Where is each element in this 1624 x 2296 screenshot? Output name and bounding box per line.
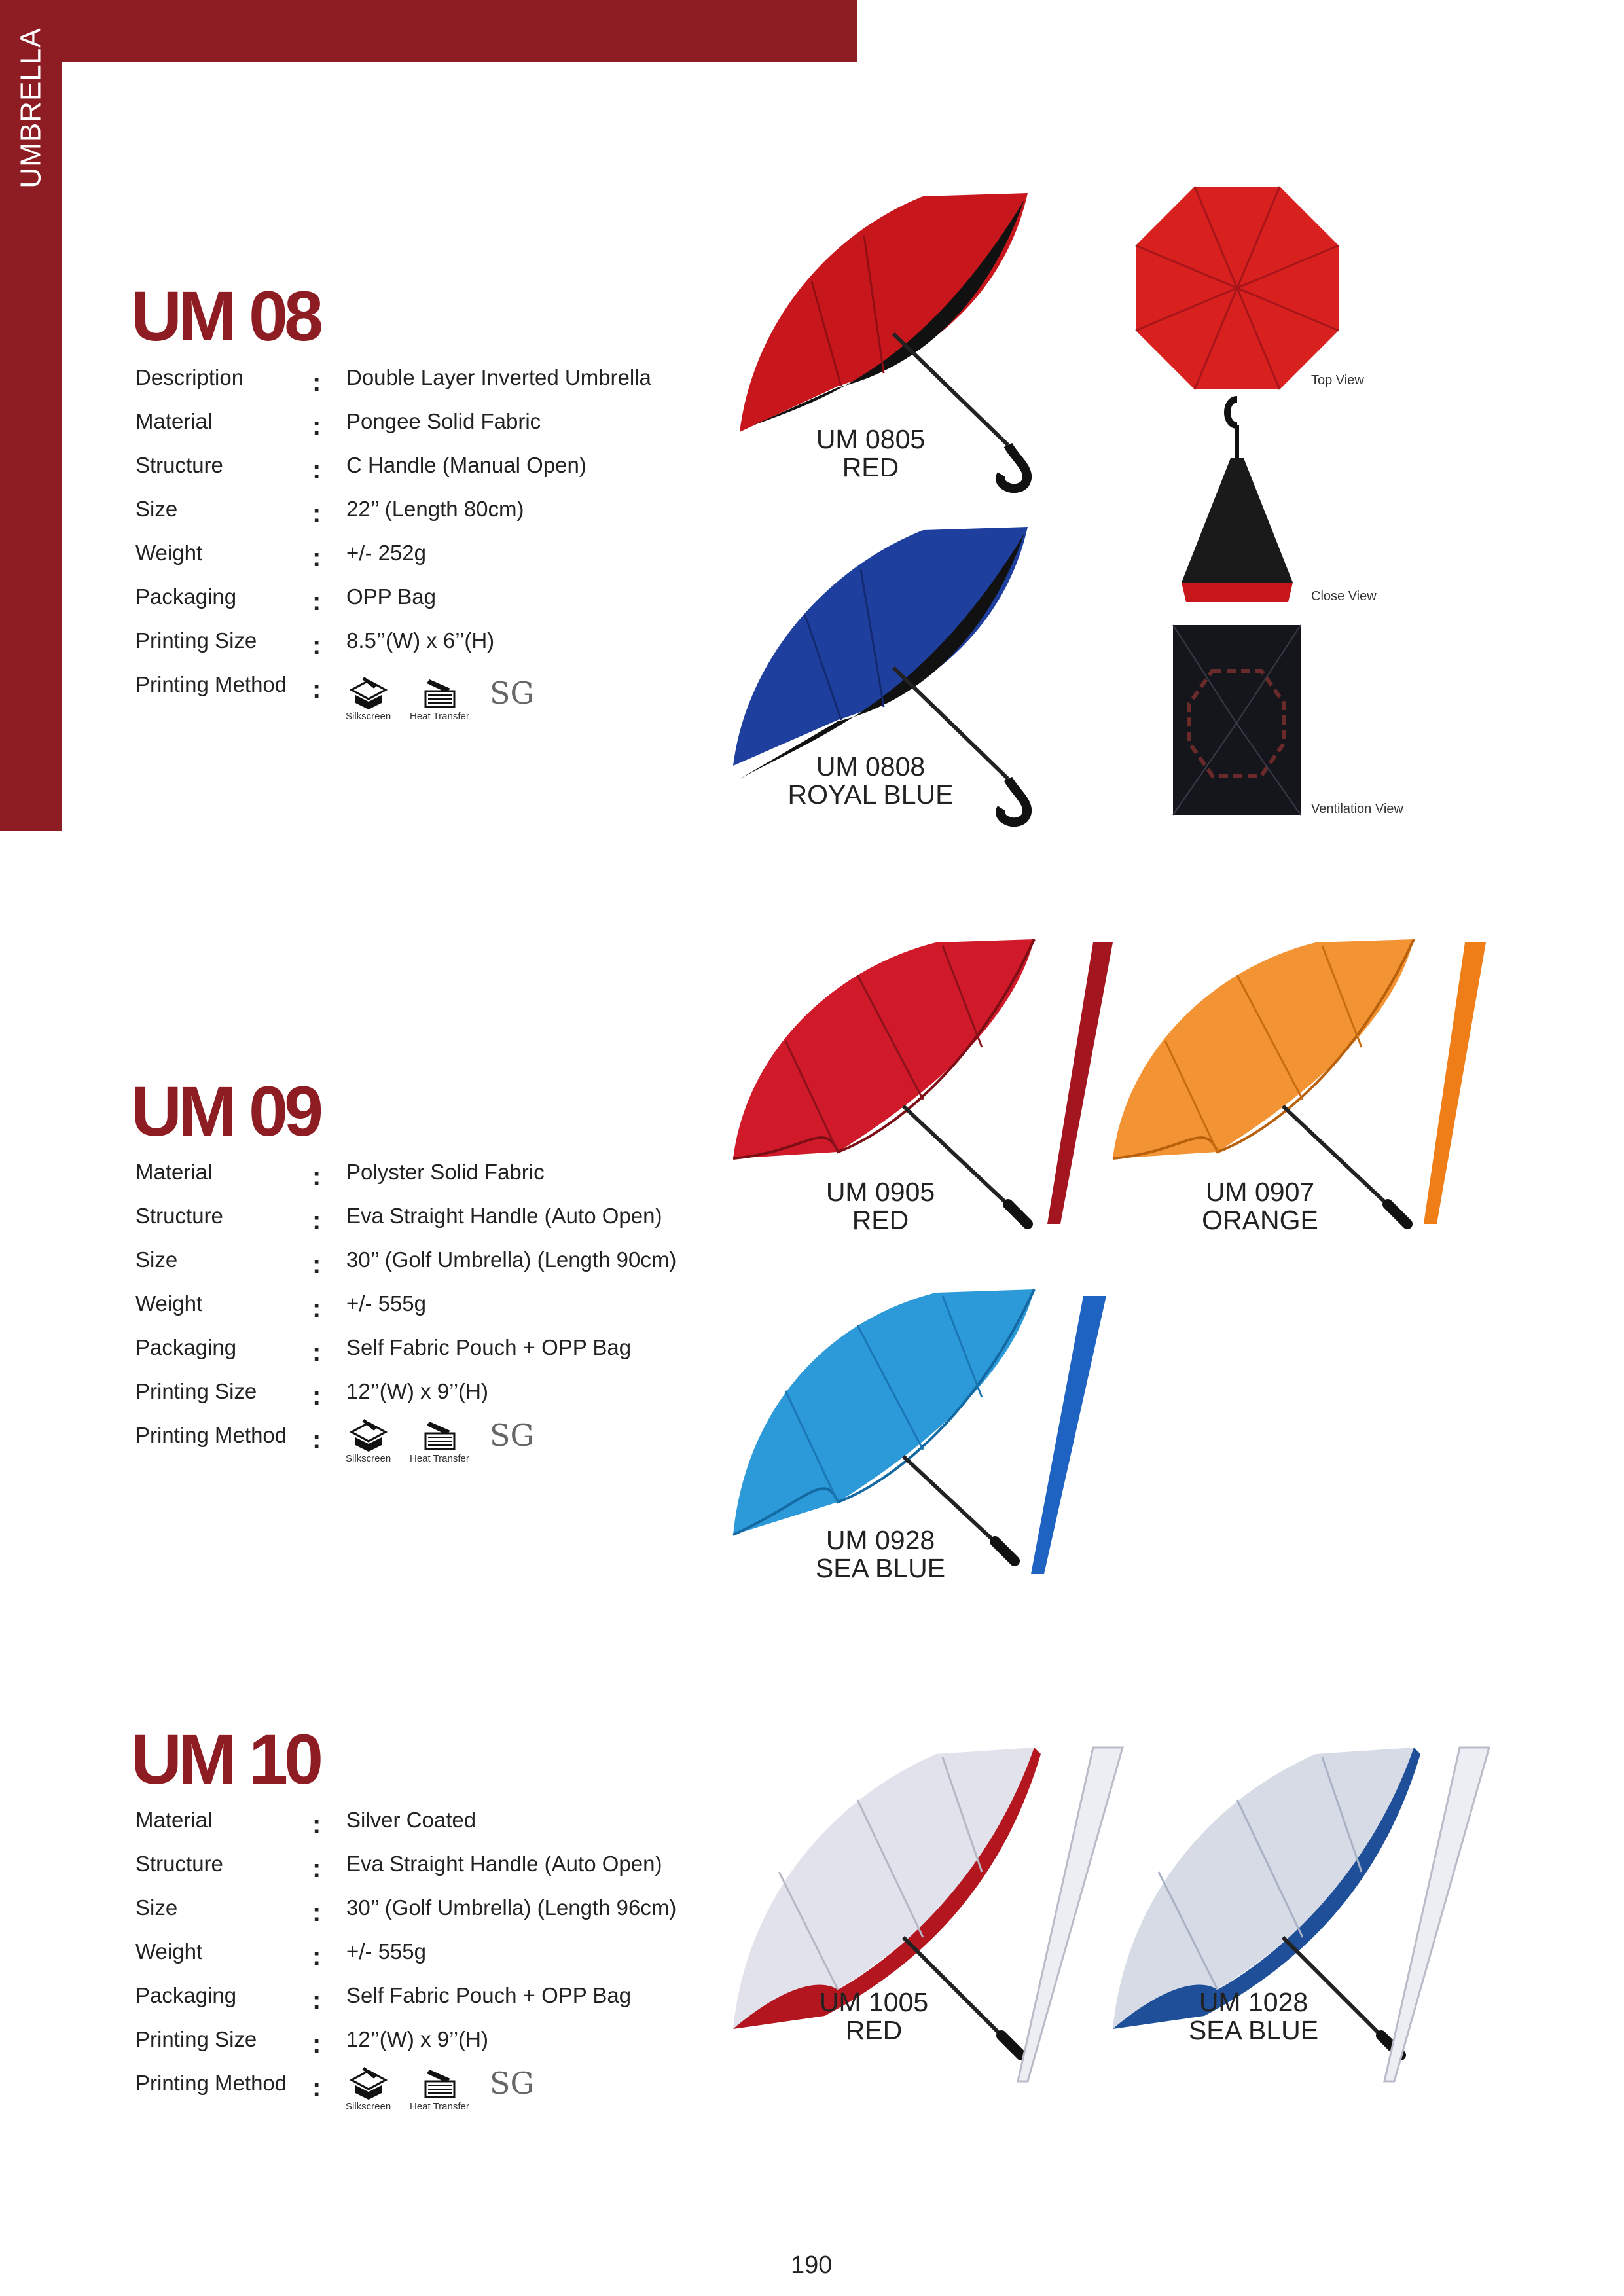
spec-value: 30’’ (Golf Umbrella) (Length 90cm)	[346, 1247, 677, 1272]
spec-value: Double Layer Inverted Umbrella	[346, 365, 651, 389]
spec-row: Structure : Eva Straight Handle (Auto Open)	[135, 1852, 662, 1883]
variant-label: UM 1005 RED	[819, 1987, 929, 2045]
spec-row: Printing Method :	[135, 672, 321, 704]
spec-label: Weight	[135, 1291, 203, 1316]
printing-method-icons	[346, 2066, 555, 2118]
heat-transfer-icon	[420, 675, 460, 711]
spec-value: C Handle (Manual Open)	[346, 453, 586, 477]
spec-value: 8.5’’(W) x 6’’(H)	[346, 628, 495, 653]
spec-value: +/- 555g	[346, 1939, 427, 1964]
spec-label: Packaging	[135, 1335, 237, 1359]
sg-logo: SG	[490, 675, 535, 711]
spec-value: +/- 252g	[346, 541, 427, 565]
spec-label: Material	[135, 1808, 213, 1832]
spec-label: Description	[135, 365, 244, 389]
spec-value: Silver Coated	[346, 1808, 477, 1832]
silkscreen-caption: Silkscreen	[346, 2101, 391, 2112]
spec-row: Material : Polyster Solid Fabric	[135, 1160, 545, 1191]
sg-logo: SG	[490, 1418, 535, 1453]
spec-label: Printing Method	[135, 672, 287, 696]
spec-label: Printing Method	[135, 2071, 287, 2095]
spec-value: Eva Straight Handle (Auto Open)	[346, 1204, 662, 1228]
spec-label: Structure	[135, 453, 223, 477]
variant-label: UM 0928 SEA BLUE	[815, 1525, 946, 1583]
spec-row: Description : Double Layer Inverted Umbrella	[135, 365, 651, 397]
view-label: Top View	[1311, 373, 1364, 387]
silkscreen-icon	[346, 675, 391, 711]
spec-value: 22’’ (Length 80cm)	[346, 497, 524, 521]
spec-row: Size : 30’’ (Golf Umbrella) (Length 90cm)	[135, 1247, 677, 1279]
section-tab	[0, 0, 62, 216]
spec-row: Material : Pongee Solid Fabric	[135, 409, 541, 440]
spec-row: Structure : C Handle (Manual Open)	[135, 453, 586, 484]
spec-row: Packaging : Self Fabric Pouch + OPP Bag	[135, 1335, 632, 1367]
spec-value: OPP Bag	[346, 584, 436, 609]
sg-logo: SG	[490, 2066, 535, 2101]
heat-transfer-caption: Heat Transfer	[410, 2101, 469, 2112]
spec-row: Printing Size : 12’’(W) x 9’’(H)	[135, 2027, 488, 2058]
heat-transfer-caption: Heat Transfer	[410, 711, 469, 722]
variant-label: UM 0905 RED	[825, 1177, 935, 1235]
spec-label: Size	[135, 1895, 178, 1920]
spec-value: Self Fabric Pouch + OPP Bag	[346, 1335, 632, 1359]
silkscreen-icon	[346, 1418, 391, 1453]
spec-label: Material	[135, 409, 213, 433]
spec-label: Material	[135, 1160, 213, 1184]
product-title-um08: UM 08	[131, 276, 320, 355]
spec-value: Pongee Solid Fabric	[346, 409, 541, 433]
variant-label: UM 0805 RED	[816, 424, 926, 482]
silkscreen-icon	[346, 2066, 391, 2101]
spec-row: Packaging : OPP Bag	[135, 584, 436, 616]
variant-label: UM 1028 SEA BLUE	[1188, 1987, 1319, 2045]
view-label: Close View	[1311, 589, 1377, 603]
heat-transfer-caption: Heat Transfer	[410, 1453, 469, 1464]
spec-label: Printing Method	[135, 1423, 287, 1447]
product-title-um10: UM 10	[131, 1719, 320, 1799]
spec-row: Material : Silver Coated	[135, 1808, 477, 1839]
spec-label: Size	[135, 1247, 178, 1272]
spec-row: Printing Method :	[135, 1423, 321, 1454]
printing-method-icons	[346, 1418, 555, 1470]
product-title-um09: UM 09	[131, 1071, 320, 1151]
spec-row: Packaging : Self Fabric Pouch + OPP Bag	[135, 1983, 632, 2015]
spec-row: Weight : +/- 555g	[135, 1939, 427, 1971]
spec-label: Printing Size	[135, 628, 257, 653]
spec-value: 30’’ (Golf Umbrella) (Length 96cm)	[346, 1895, 677, 1920]
spec-value: Eva Straight Handle (Auto Open)	[346, 1852, 662, 1876]
spec-row: Weight : +/- 555g	[135, 1291, 427, 1323]
top-color-bar	[0, 0, 857, 62]
spec-row: Printing Method :	[135, 2071, 321, 2102]
spec-label: Printing Size	[135, 2027, 257, 2051]
spec-row: Size : 30’’ (Golf Umbrella) (Length 96cm)	[135, 1895, 677, 1927]
silkscreen-caption: Silkscreen	[346, 711, 391, 722]
spec-value: Polyster Solid Fabric	[346, 1160, 545, 1184]
spec-label: Structure	[135, 1204, 223, 1228]
spec-label: Weight	[135, 541, 203, 565]
spec-row: Weight : +/- 252g	[135, 541, 427, 572]
spec-value: 12’’(W) x 9’’(H)	[346, 1379, 488, 1403]
printing-method-icons	[346, 675, 555, 728]
spec-label: Weight	[135, 1939, 203, 1964]
variant-label: UM 0808 ROYAL BLUE	[787, 751, 954, 810]
view-label: Ventilation View	[1311, 802, 1403, 816]
spec-label: Printing Size	[135, 1379, 257, 1403]
spec-row: Printing Size : 8.5’’(W) x 6’’(H)	[135, 628, 495, 660]
spec-label: Packaging	[135, 1983, 237, 2007]
spec-value: +/- 555g	[346, 1291, 427, 1316]
silkscreen-caption: Silkscreen	[346, 1453, 391, 1464]
spec-row: Printing Size : 12’’(W) x 9’’(H)	[135, 1379, 488, 1410]
section-label: UMBRELLA	[14, 27, 47, 188]
variant-label: UM 0907 ORANGE	[1202, 1177, 1318, 1235]
spec-value: Self Fabric Pouch + OPP Bag	[346, 1983, 632, 2007]
spec-label: Packaging	[135, 584, 237, 609]
heat-transfer-icon	[420, 1418, 460, 1453]
umbrella-top-view-image	[1136, 187, 1339, 389]
page-number: 190	[791, 2251, 833, 2279]
umbrella-close-view-image	[1178, 399, 1296, 609]
spec-row: Size : 22’’ (Length 80cm)	[135, 497, 524, 528]
spec-label: Structure	[135, 1852, 223, 1876]
heat-transfer-icon	[420, 2066, 460, 2101]
umbrella-ventilation-view-image	[1173, 625, 1301, 815]
spec-value: 12’’(W) x 9’’(H)	[346, 2027, 488, 2051]
spec-label: Size	[135, 497, 178, 521]
spec-row: Structure : Eva Straight Handle (Auto Open)	[135, 1204, 662, 1235]
